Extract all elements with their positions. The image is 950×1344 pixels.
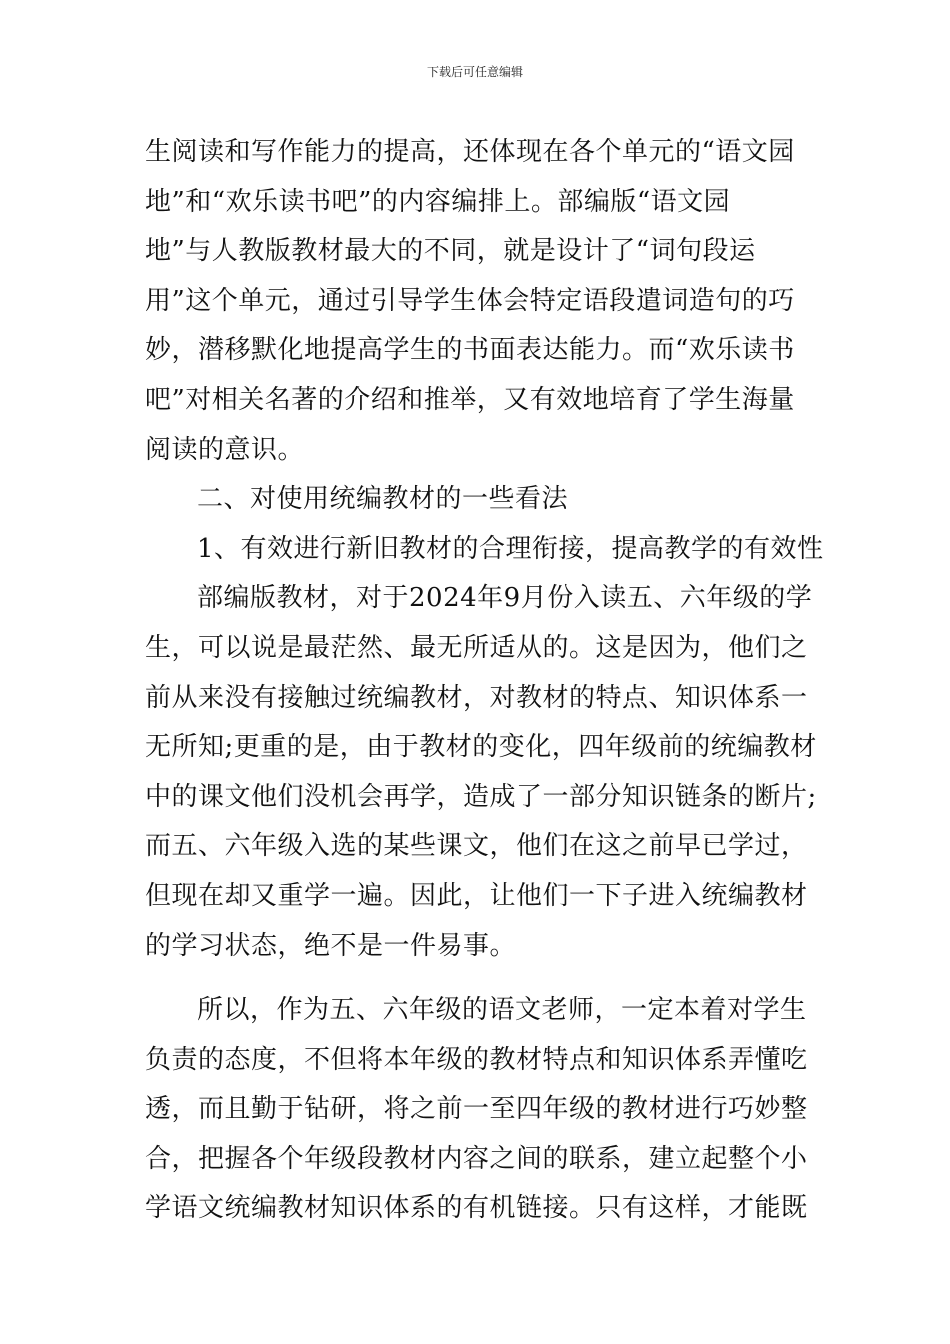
text-line: 而五、六年级入选的某些课文，他们在这之前早已学过， xyxy=(145,831,808,862)
text-line: 前从来没有接触过统编教材，对教材的特点、知识体系一 xyxy=(145,682,808,713)
text-line: 负责的态度，不但将本年级的教材特点和知识体系弄懂吃 xyxy=(145,1044,808,1075)
text-line: 生，可以说是最茫然、最无所适从的。这是因为，他们之 xyxy=(145,632,808,663)
text-line: 地”和“欢乐读书吧”的内容编排上。部编版“语文园 xyxy=(145,186,731,217)
paragraph-spacer xyxy=(145,971,810,986)
heading-line: 1、有效进行新旧教材的合理衔接，提高教学的有效性 xyxy=(197,533,824,564)
subsection-heading xyxy=(145,525,824,575)
text-line: 阅读的意识。 xyxy=(145,434,305,465)
text-line: 中的课文他们没机会再学，造成了一部分知识链条的断片; xyxy=(145,781,817,812)
text-line: 无所知;更重的是，由于教材的变化，四年级前的统编教材 xyxy=(145,732,817,763)
page-header: 下载后可任意编辑 xyxy=(426,65,523,79)
section-heading xyxy=(145,475,810,525)
text-line: 所以，作为五、六年级的语文老师，一定本着对学生 xyxy=(197,995,807,1026)
text-line: 吧”对相关名著的介绍和推举，又有效地培育了学生海量 xyxy=(145,384,795,415)
text-line: 生阅读和写作能力的提高，还体现在各个单元的“语文园 xyxy=(145,137,795,167)
text-line: 用”这个单元，通过引导学生体会特定语段遣词造句的巧 xyxy=(145,285,795,316)
paragraph xyxy=(145,128,810,475)
heading-line: 二、对使用统编教材的一些看法 xyxy=(197,484,569,515)
document-body xyxy=(145,128,824,1234)
text-line: 但现在却又重学一遍。因此，让他们一下子进入统编教材 xyxy=(145,880,808,911)
text-line: 学语文统编教材知识体系的有机链接。只有这样，才能既 xyxy=(145,1193,808,1224)
text-line: 合，把握各个年级段教材内容之间的联系，建立起整个小 xyxy=(145,1143,808,1174)
text-line: 的学习状态，绝不是一件易事。 xyxy=(145,930,517,961)
paragraph xyxy=(145,574,817,971)
text-line: 部编版教材，对于2024年9月份入读五、六年级的学 xyxy=(197,583,813,614)
text-line: 妙，潜移默化地提高学生的书面表达能力。而“欢乐读书 xyxy=(145,335,795,366)
paragraph xyxy=(145,986,810,1234)
text-line: 地”与人教版教材最大的不同，就是设计了“词句段运 xyxy=(145,236,756,267)
text-line: 透，而且勤于钻研，将之前一至四年级的教材进行巧妙整 xyxy=(145,1094,808,1125)
